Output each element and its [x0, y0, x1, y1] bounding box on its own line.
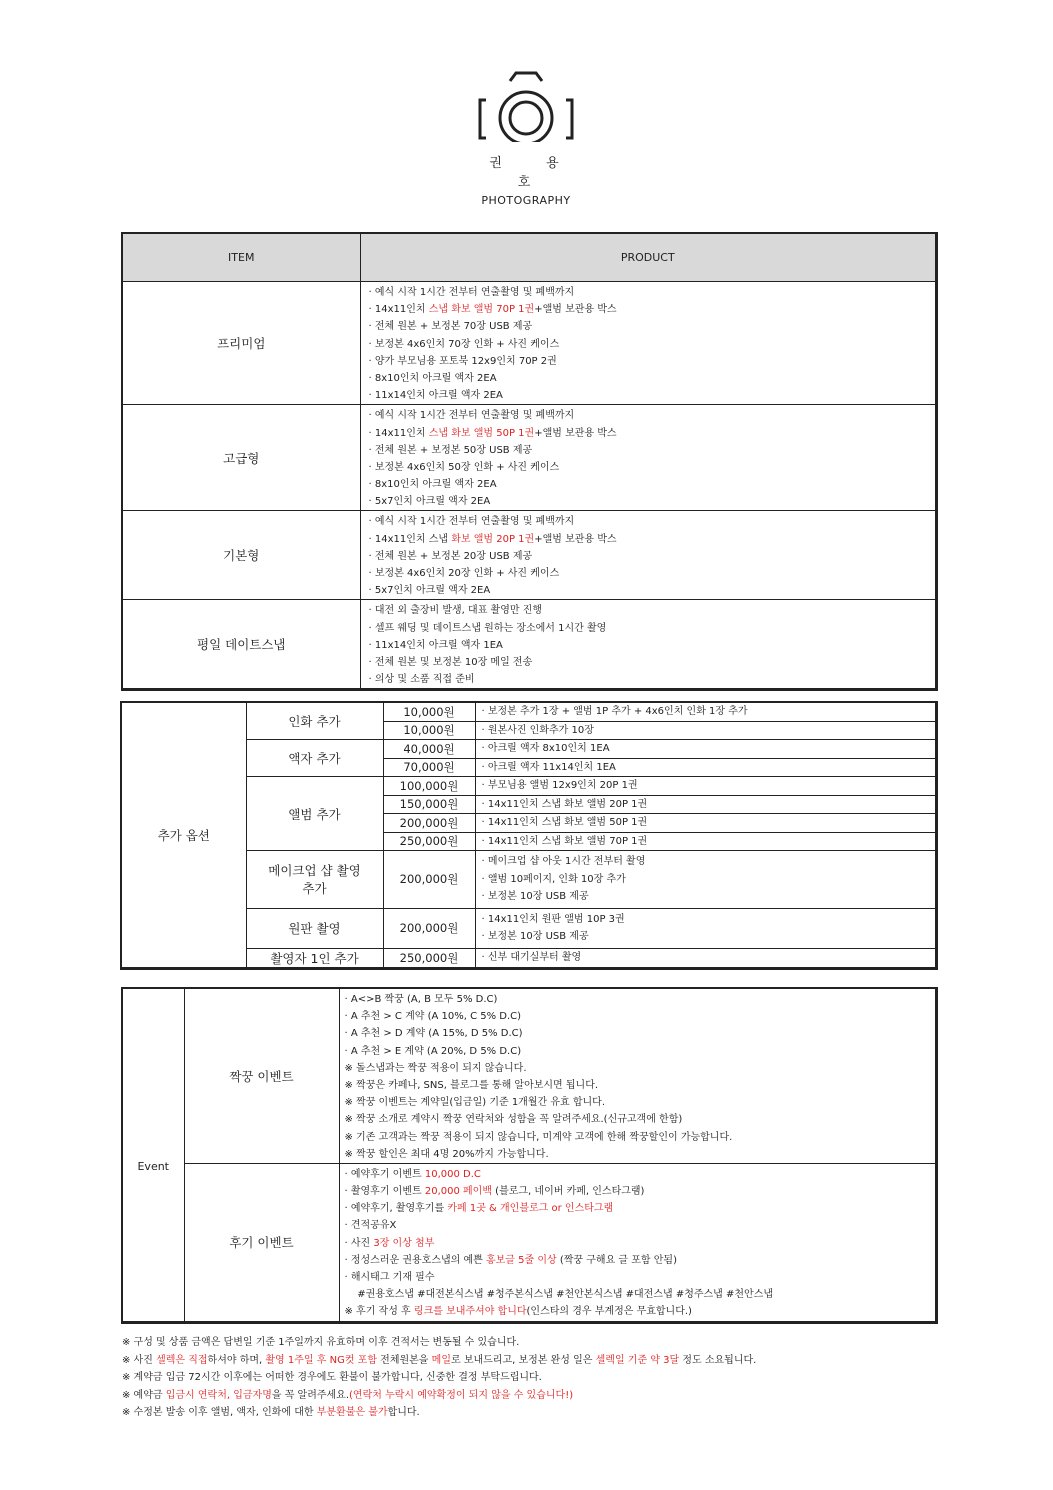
option-price: 250,000원 [383, 832, 475, 851]
text-segment: · 전체 원본 + 보정본 70장 USB 제공 [368, 321, 533, 333]
option-desc [475, 851, 937, 909]
logo [470, 70, 582, 207]
event-row [122, 1163, 937, 1322]
text-segment: ※ 짝꿍 이벤트는 계약일(입금일) 기준 1개월간 유효 합니다. [344, 1097, 605, 1109]
text-segment: · 11x14인치 아크릴 액자 1EA [368, 639, 503, 651]
option-price: 100,000원 [383, 777, 475, 796]
text-segment: · 양가 부모님용 포토북 12x9인치 70P 2권 [368, 355, 557, 367]
header-item: ITEM [122, 233, 360, 282]
camera-logo-icon [474, 70, 578, 142]
text-segment: (짝꿍 구해요 글 포함 안됨) [556, 1254, 677, 1266]
option-desc [475, 721, 937, 740]
text-segment: · 의상 및 소품 직접 준비 [368, 674, 475, 686]
text-segment: · 예식 시작 1시간 전부터 연출촬영 및 폐백까지 [368, 410, 575, 422]
text-line [345, 1008, 936, 1025]
text-line [345, 1217, 936, 1234]
text-segment: +앨범 보관용 박스 [534, 533, 617, 545]
desc-line: · 아크릴 액자 11x14인치 1EA [481, 761, 616, 773]
text-line [369, 370, 936, 387]
text-line [369, 565, 936, 582]
desc-line: · 부모님용 앨범 12x9인치 20P 1권 [481, 780, 638, 791]
text-segment: · A 추천 > C 계약 (A 10%, C 5% D.C) [344, 1011, 522, 1023]
highlight-text: 스냅 화보 앨범 70P 1권 [428, 304, 535, 316]
text-segment: · 사진 [344, 1237, 374, 1249]
event-details [339, 988, 937, 1163]
text-segment: · 8x10인치 아크릴 액자 2EA [368, 372, 497, 384]
text-segment: · 셀프 웨딩 및 데이트스냅 원하는 장소에서 1시간 촬영 [368, 622, 607, 634]
option-desc [475, 908, 937, 948]
text-line [369, 318, 936, 335]
highlight-text: (연락처 누락시 예약확정이 되지 않을 수 있습니다!) [349, 1389, 574, 1401]
text-segment: 전체원본을 [376, 1354, 432, 1366]
text-line [369, 442, 936, 459]
text-line [345, 1043, 936, 1060]
event-details [339, 1163, 937, 1322]
option-desc [475, 758, 937, 777]
option-group-name: 촬영자 1인 추가 [246, 948, 383, 968]
text-segment: ※ 짝꿍은 카페나, SNS, 블로그를 통해 알아보시면 됩니다. [344, 1079, 599, 1091]
text-segment: · 예식 시작 1시간 전부터 연출촬영 및 폐백까지 [368, 287, 575, 298]
desc-line: · 아크릴 액자 8x10인치 1EA [481, 743, 610, 754]
package-details [360, 282, 937, 405]
text-line [345, 1060, 936, 1077]
text-line [122, 1352, 756, 1370]
desc-line: · 보정본 10장 USB 제공 [481, 931, 589, 942]
text-segment: ※ 사진 [122, 1354, 157, 1366]
text-line [122, 1334, 756, 1352]
text-segment: ※ 구성 및 상품 금액은 답변일 기준 1주일까지 유효하며 이후 견적서는 변동될 수 있습니다. [122, 1337, 520, 1348]
text-segment: · 견적공유X [344, 1220, 397, 1232]
text-line [345, 1166, 936, 1183]
highlight-text: 카페 1곳 & 개인블로그 or 인스타그램 [447, 1203, 614, 1215]
option-price: 200,000원 [383, 908, 475, 948]
text-segment: #권용호스냅 #대전본식스냅 #청주본식스냅 #천안본식스냅 #대전스냅 #청주스냅 #천안스냅 [344, 1289, 774, 1301]
text-line [369, 582, 936, 599]
highlight-text: 셀렉일 기준 약 3달 [595, 1354, 680, 1366]
text-line [369, 336, 936, 353]
text-line [369, 387, 936, 404]
text-line [122, 1404, 756, 1422]
highlight-text: 셀렉은 직접 [156, 1354, 208, 1366]
event-table [121, 987, 938, 1324]
text-segment: ※ 기존 고객과는 짝꿍 적용이 되지 않습니다, 미계약 고객에 한해 짝꿍할인이 가능합니다. [344, 1131, 733, 1143]
text-segment: · 보정본 4x6인치 20장 인화 + 사진 케이스 [368, 568, 560, 579]
package-row [122, 405, 937, 511]
text-segment: 하셔야 하며, [207, 1354, 266, 1366]
option-group-name: 인화 추가 [246, 702, 383, 740]
text-line [369, 654, 936, 671]
text-line [369, 513, 936, 530]
text-line [369, 602, 936, 619]
text-segment: · A<>B 짝꿍 (A, B 모두 5% D.C) [344, 994, 498, 1005]
option-row [121, 702, 937, 721]
logo-name: 권 용 호 [489, 156, 579, 190]
text-segment: ※ 예약금 [122, 1389, 166, 1401]
event-group-name: 짝꿍 이벤트 [184, 988, 339, 1163]
highlight-text: 부분환불은 불가 [316, 1407, 388, 1418]
desc-line: · 보정본 10장 USB 제공 [481, 891, 589, 902]
text-segment: · 촬영후기 이벤트 [344, 1186, 425, 1198]
text-segment: · 대전 외 출장비 발생, 대표 촬영만 진행 [368, 605, 543, 617]
package-table [121, 232, 938, 691]
highlight-text: 3장 이상 첨부 [373, 1237, 435, 1249]
desc-line: · 보정본 추가 1장 + 앨범 1P 추가 + 4x6인치 인화 1장 추가 [481, 706, 748, 717]
text-line [369, 407, 936, 424]
option-group-name: 원판 촬영 [246, 908, 383, 948]
highlight-text: 링크를 보내주셔야 합니다 [413, 1306, 527, 1318]
text-segment: 합니다. [387, 1407, 420, 1418]
highlight-text: 촬영 1주일 후 NG컷 포함 [265, 1354, 377, 1366]
option-desc [475, 948, 937, 968]
event-row [122, 988, 937, 1163]
package-name: 프리미엄 [122, 282, 360, 405]
text-line [369, 637, 936, 654]
text-segment: 정도 소요됩니다. [679, 1354, 757, 1366]
notes [122, 1334, 756, 1422]
text-line [369, 459, 936, 476]
option-desc [475, 795, 937, 814]
highlight-text: 홍보글 5줄 이상 [485, 1254, 557, 1266]
package-name: 기본형 [122, 511, 360, 600]
option-price: 200,000원 [383, 851, 475, 909]
text-segment: · 보정본 4x6인치 50장 인화 + 사진 케이스 [368, 461, 560, 473]
text-line [345, 1200, 936, 1217]
text-segment: · 전체 원본 및 보정본 10장 메일 전송 [368, 656, 533, 668]
text-segment: · 5x7인치 아크릴 액자 2EA [368, 585, 491, 597]
text-line [345, 1025, 936, 1042]
desc-line: · 14x11인치 스냅 화보 앨범 50P 1권 [481, 817, 648, 828]
desc-line: · 앨범 10페이지, 인화 10장 추가 [481, 873, 626, 885]
option-price: 70,000원 [383, 758, 475, 777]
text-segment: ※ 돌스냅과는 짝꿍 적용이 되지 않습니다. [344, 1062, 527, 1074]
option-desc [475, 814, 937, 833]
text-segment: · 8x10인치 아크릴 액자 2EA [368, 479, 497, 491]
text-line [369, 301, 936, 318]
text-segment: · 해시태그 기재 필수 [344, 1272, 435, 1283]
desc-line: · 14x11인치 스냅 화보 앨범 20P 1권 [481, 798, 648, 810]
logo-sub: PHOTOGRAPHY [481, 194, 571, 207]
text-line [122, 1369, 756, 1387]
text-line [369, 620, 936, 637]
text-line [369, 531, 936, 548]
desc-line: · 14x11인치 원판 앨범 10P 3권 [481, 913, 625, 925]
highlight-text: 입금시 연락처, 입금자명 [165, 1389, 272, 1401]
text-segment: · 예식 시작 1시간 전부터 연출촬영 및 폐백까지 [368, 516, 575, 528]
text-line [345, 1077, 936, 1094]
text-segment: 을 꼭 알려주세요. [271, 1389, 350, 1401]
text-segment: ※ 수정본 발송 이후 앨범, 액자, 인화에 대한 [122, 1407, 317, 1418]
highlight-text: 화보 앨범 20P 1권 [451, 533, 535, 545]
package-details [360, 405, 937, 511]
option-group-name: 앨범 추가 [246, 777, 383, 851]
text-segment: 로 보내드리고, 보정본 완성 일은 [450, 1354, 596, 1366]
options-table [120, 701, 938, 970]
highlight-text: 20,000 페이백 [424, 1186, 492, 1198]
event-group-name: 후기 이벤트 [184, 1163, 339, 1322]
option-price: 40,000원 [383, 740, 475, 759]
text-segment: +앨범 보관용 박스 [534, 427, 617, 439]
highlight-text: 10,000 D.C [424, 1168, 481, 1180]
package-row [122, 282, 937, 405]
text-line [345, 1269, 936, 1286]
text-segment: · A 추천 > E 계약 (A 20%, D 5% D.C) [344, 1045, 522, 1057]
text-line [369, 476, 936, 493]
package-name: 고급형 [122, 405, 360, 511]
desc-line: · 메이크업 샵 아웃 1시간 전부터 촬영 [481, 856, 646, 867]
text-segment: (인스타의 경우 부계정은 무효합니다.) [526, 1306, 692, 1318]
text-line [345, 1252, 936, 1269]
highlight-text: 스냅 화보 앨범 50P 1권 [428, 427, 535, 439]
options-title: 추가 옵션 [121, 702, 246, 968]
text-line [369, 284, 936, 301]
text-segment: ※ 짝꿍 할인은 최대 4명 20%까지 가능합니다. [344, 1148, 549, 1160]
package-details [360, 600, 937, 690]
text-line [369, 548, 936, 565]
desc-line: · 신부 대기실부터 촬영 [481, 951, 582, 963]
text-segment: · 보정본 4x6인치 70장 인화 + 사진 케이스 [368, 338, 560, 350]
text-segment: · 정성스러운 권용호스냅의 예쁜 [344, 1254, 486, 1266]
option-price: 250,000원 [383, 948, 475, 968]
text-segment: (블로그, 네이버 카페, 인스타그램) [492, 1186, 645, 1198]
option-desc [475, 740, 937, 759]
highlight-text: 메일 [431, 1354, 451, 1366]
text-line [345, 1111, 936, 1128]
text-line [345, 1303, 936, 1320]
text-segment: · 예약후기 이벤트 [344, 1168, 425, 1180]
package-name: 평일 데이트스냅 [122, 600, 360, 690]
text-line [345, 991, 936, 1008]
text-segment: ※ 후기 작성 후 [344, 1306, 414, 1318]
text-segment: · 전체 원본 + 보정본 50장 USB 제공 [368, 444, 533, 456]
event-title: Event [122, 988, 184, 1322]
text-line [345, 1094, 936, 1111]
text-segment: · A 추천 > D 계약 (A 15%, D 5% D.C) [344, 1028, 523, 1040]
option-desc [475, 777, 937, 796]
package-row [122, 600, 937, 690]
text-line [369, 425, 936, 442]
text-segment: · 14x11인치 [368, 427, 429, 439]
text-segment: +앨범 보관용 박스 [534, 304, 617, 316]
text-segment: · 11x14인치 아크릴 액자 2EA [368, 390, 503, 402]
text-line [122, 1387, 756, 1405]
option-price: 150,000원 [383, 795, 475, 814]
option-price: 10,000원 [383, 702, 475, 721]
text-segment: ※ 짝꿍 소개로 계약시 짝꿍 연락처와 성함을 꼭 알려주세요.(신규고객에 한함) [344, 1114, 683, 1126]
package-row [122, 511, 937, 600]
header-product: PRODUCT [360, 233, 937, 282]
option-group-name: 액자 추가 [246, 740, 383, 777]
option-price: 10,000원 [383, 721, 475, 740]
text-segment: · 전체 원본 + 보정본 20장 USB 제공 [368, 550, 533, 562]
text-segment: · 예약후기, 촬영후기를 [344, 1203, 448, 1215]
text-line [369, 353, 936, 370]
package-details [360, 511, 937, 600]
option-price: 200,000원 [383, 814, 475, 833]
text-segment: · 14x11인치 스냅 [368, 533, 452, 545]
option-desc [475, 832, 937, 851]
text-line [345, 1235, 936, 1252]
text-line [345, 1146, 936, 1163]
text-line [345, 1183, 936, 1200]
text-line [345, 1286, 936, 1303]
desc-line: · 14x11인치 스냅 화보 앨범 70P 1권 [481, 835, 648, 847]
option-desc [475, 702, 937, 721]
text-segment: · 14x11인치 [368, 304, 429, 316]
text-line [369, 493, 936, 510]
text-segment: ※ 계약금 입금 72시간 이후에는 어떠한 경우에도 환불이 불가합니다, 신중한 결정 부탁드립니다. [122, 1372, 542, 1383]
desc-line: · 원본사진 인화추가 10장 [481, 724, 594, 736]
text-line [345, 1129, 936, 1146]
option-group-name: 메이크업 샵 촬영 추가 [246, 851, 383, 909]
text-segment: · 5x7인치 아크릴 액자 2EA [368, 496, 491, 508]
text-line [369, 671, 936, 688]
